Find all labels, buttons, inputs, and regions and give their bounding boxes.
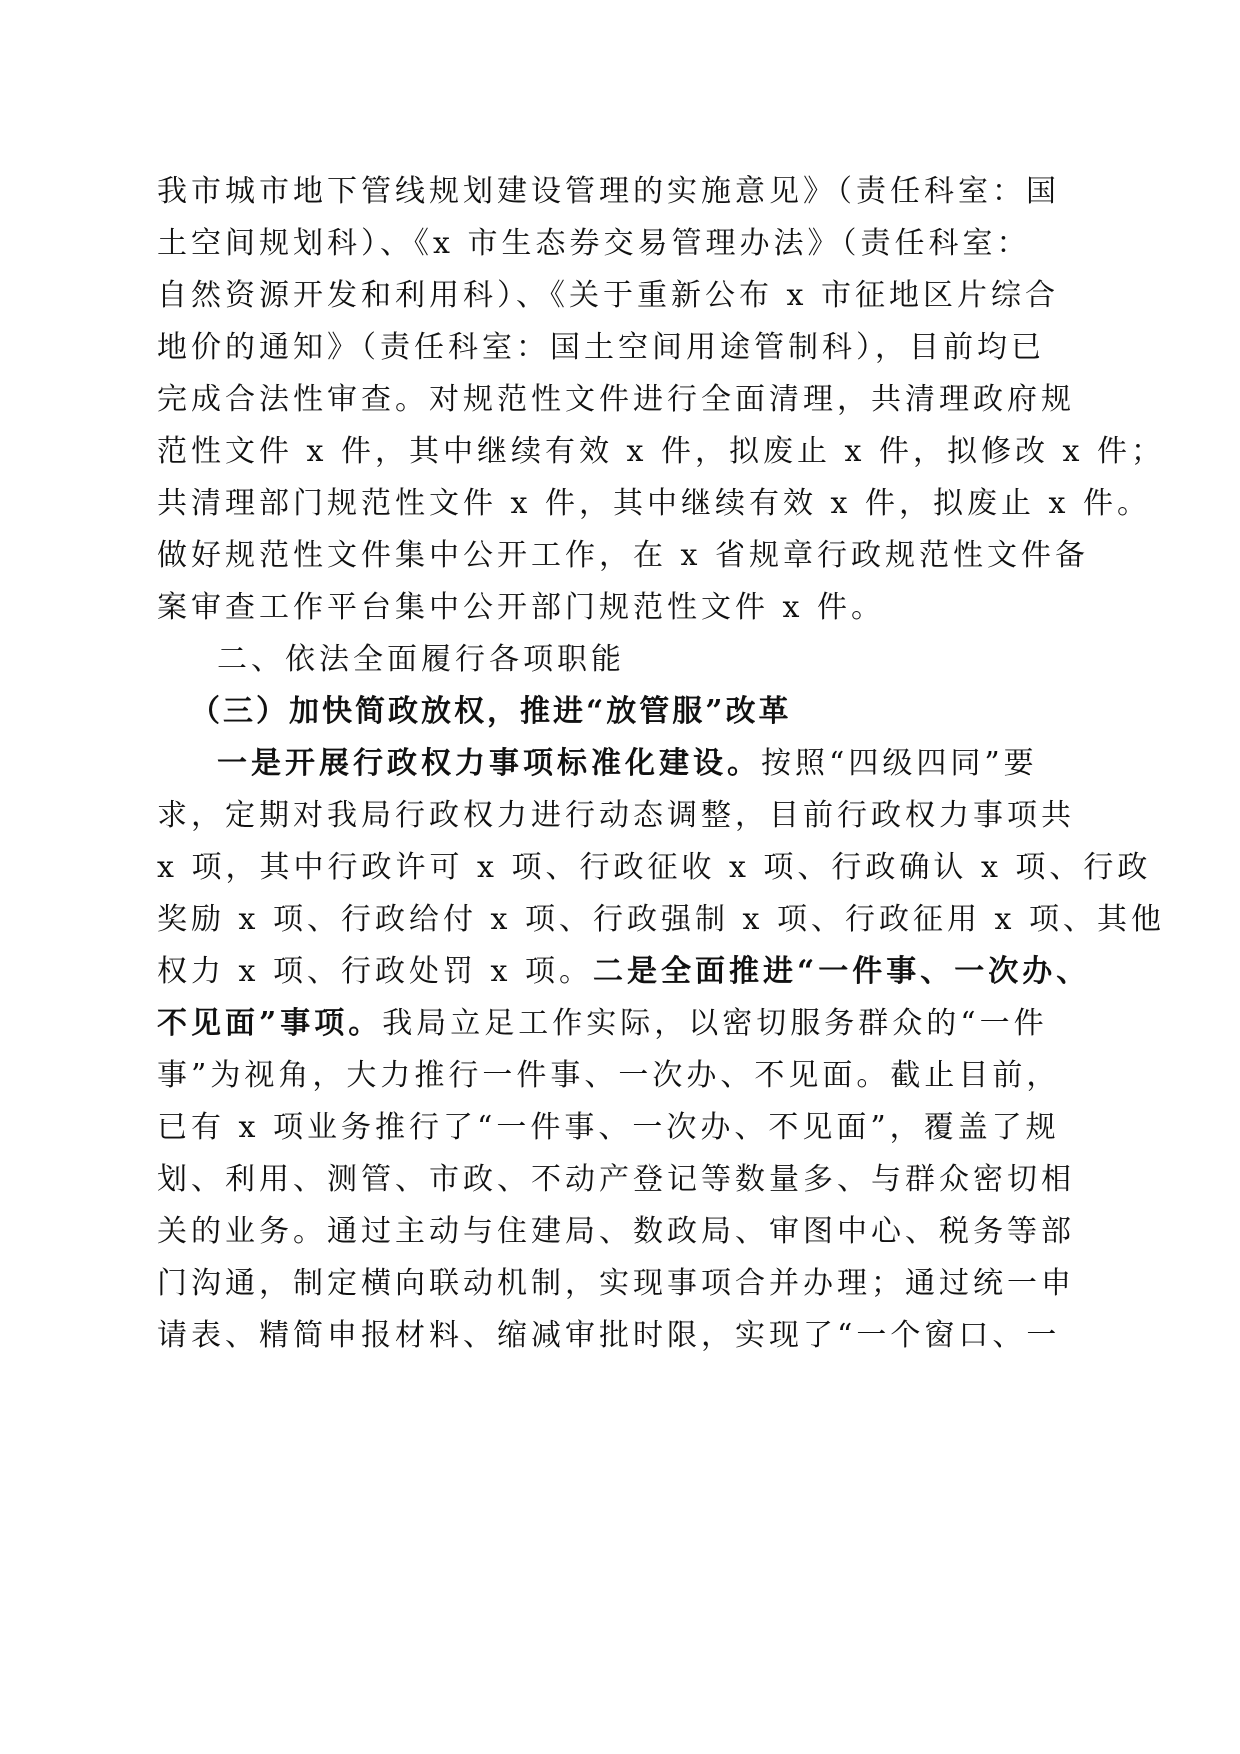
paragraph-line	[157, 952, 1091, 992]
paragraph-line: 事”为视角，大力推行一件事、一次办、不见面。截止目前，	[157, 1058, 1061, 1093]
paragraph-line: 门沟通，制定横向联动机制，实现事项合并办理；通过统一申	[157, 1266, 1075, 1301]
body-text-line: 完成合法性审查。对规范性文件进行全面清理，共清理政府规	[157, 382, 1075, 417]
bold-lead-text: 二是全面推进“一件事、一次办、	[592, 954, 1091, 989]
paragraph-line: 关的业务。通过主动与住建局、数政局、审图中心、税务等部	[157, 1214, 1075, 1249]
body-text-line: 案审查工作平台集中公开部门规范性文件 x 件。	[157, 590, 885, 625]
paragraph-line	[217, 744, 1147, 784]
paragraph-text: 我局立足工作实际，以密切服务群众的“一件	[382, 1006, 1048, 1041]
body-text-line: 范性文件 x 件，其中继续有效 x 件，拟废止 x 件，拟修改 x 件；	[157, 434, 1165, 469]
body-text-line: 土空间规划科）、《x 市生态券交易管理办法》（责任科室：	[157, 226, 1031, 261]
bold-lead-text: 一是开展行政权力事项标准化建设。	[217, 746, 761, 781]
paragraph-line: 已有 x 项业务推行了“一件事、一次办、不见面”，覆盖了规	[157, 1110, 1060, 1145]
paragraph-line: 请表、精简申报材料、缩减审批时限，实现了“一个窗口、一	[157, 1318, 1061, 1353]
paragraph-line: 求，定期对我局行政权力进行动态调整，目前行政权力事项共	[157, 798, 1075, 833]
subsection-heading: （三）加快简政放权，推进“放管服”改革	[190, 694, 792, 729]
paragraph-text: 按照“四级四同”要	[761, 746, 1038, 781]
paragraph-text: 权力 x 项、行政处罚 x 项。	[157, 954, 593, 989]
paragraph-line: x 项，其中行政许可 x 项、行政征收 x 项、行政确认 x 项、行政	[157, 850, 1152, 885]
body-text-line: 我市城市地下管线规划建设管理的实施意见》（责任科室：国	[157, 174, 1060, 209]
body-text-line: 地价的通知》（责任科室：国土空间用途管制科），目前均已	[157, 330, 1045, 365]
body-text-line: 共清理部门规范性文件 x 件，其中继续有效 x 件，拟废止 x 件。	[157, 486, 1151, 521]
paragraph-line	[157, 1004, 1087, 1044]
body-text-line: 自然资源开发和利用科）、《关于重新公布 x 市征地区片综合	[157, 278, 1059, 313]
paragraph-line: 划、利用、测管、市政、不动产登记等数量多、与群众密切相	[157, 1162, 1075, 1197]
bold-lead-text: 不见面”事项。	[157, 1006, 383, 1041]
body-text-line: 做好规范性文件集中公开工作，在 x 省规章行政规范性文件备	[157, 538, 1089, 573]
paragraph-line: 奖励 x 项、行政给付 x 项、行政强制 x 项、行政征用 x 项、其他	[157, 902, 1165, 937]
section-heading: 二、依法全面履行各项职能	[217, 642, 625, 677]
